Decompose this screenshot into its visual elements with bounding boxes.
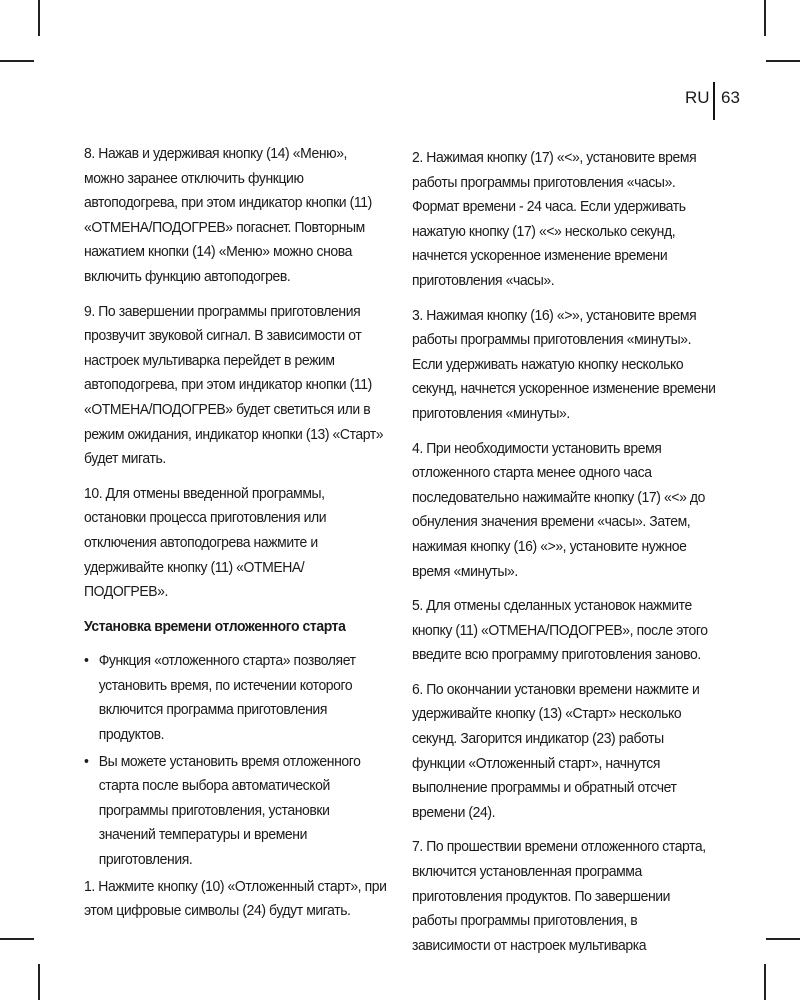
language-label: RU [685, 88, 710, 107]
paragraph-8: 8. Нажав и удерживая кнопку (14) «Меню», можно заранее отключить функцию автоподогрева, при этом индикатор кнопки (11) «ОТМЕНА/ПОДОГРЕВ» погаснет. Повторным нажатием кнопки (14) «Меню» можно снова включить функцию автоподогрев. [84, 145, 372, 285]
step-3: 3. Нажимая кнопку (16) «>», установите время работы программы приготовления «минуты». Если удерживать нажатую кнопку несколько секунд, начнется ускоренное изменение времени приготовления «минуты». [412, 306, 716, 422]
crop-mark-bottom-left-h [0, 938, 34, 940]
paragraph-9: 9. По завершении программы приготовления прозвучит звуковой сигнал. В зависимости от настроек мультиварка перейдет в режим автоподогрева, при этом индикатор кнопки (11) «ОТМЕНА/ПОДОГРЕВ» будет светиться или в режим ожидания, индикатор кнопки (13) «Старт» будет мигать. [84, 302, 384, 468]
bullet-item: • Функция «отложенного старта» позволяет установить время, по истечении которого включится программа приготовления продуктов. [84, 649, 388, 747]
header-divider [713, 82, 715, 120]
page-number: 63 [721, 88, 740, 107]
step-7: 7. По прошествии времени отложенного старта, включится установленная программа приготовления продуктов. По завершении работы программы приготовления, в зависимости от настроек мультиварка [412, 838, 706, 954]
bullet-item: • Вы можете установить время отложенного старта после выбора автоматической программы приготовления, установки значений температуры и времени приготовления. [84, 750, 388, 873]
right-column [412, 146, 716, 968]
crop-mark-bottom-left-v [38, 964, 40, 1000]
step-2: 2. Нажимая кнопку (17) «<», установите время работы программы приготовления «часы». Формат времени - 24 часа. Если удерживать нажатую кнопку (17) «<» несколько секунд, начнется ускоренное изменение времени приготовления «часы». [412, 149, 697, 289]
step-4: 4. При необходимости установить время отложенного старта менее одного часа последовательно нажимайте кнопку (17) «<» до обнуления значения времени «часы». Затем, нажимая кнопку (16) «>», установите нужное время «минуты». [412, 439, 705, 580]
crop-mark-top-right-v [764, 0, 766, 36]
crop-mark-top-left-v [38, 0, 40, 36]
bullet-list [84, 649, 388, 872]
step-1: 1. Нажмите кнопку (10) «Отложенный старт», при этом цифровые символы (24) будут мигать. [84, 877, 387, 920]
section-heading: Установка времени отложенного старта [84, 617, 346, 635]
crop-mark-bottom-right-h [766, 938, 800, 940]
paragraph-10: 10. Для отмены введенной программы, остановки процесса приготовления или отключения автоподогрева нажмите и удерживайте кнопку (11) «ОТМЕНА/ПОДОГРЕВ». [84, 484, 327, 601]
crop-mark-top-right-h [766, 60, 800, 62]
crop-mark-bottom-right-v [764, 964, 766, 1000]
left-column [84, 142, 388, 934]
step-6: 6. По окончании установки времени нажмите и удерживайте кнопку (13) «Старт» несколько секунд. Загорится индикатор (23) работы функции «Отложенный старт», начнутся выполнение программы и обратный отсчет времени (24). [412, 680, 700, 821]
crop-mark-top-left-h [0, 60, 34, 62]
step-5: 5. Для отмены сделанных установок нажмите кнопку (11) «ОТМЕНА/ПОДОГРЕВ», после этого введите всю программу приготовления заново. [412, 597, 708, 664]
